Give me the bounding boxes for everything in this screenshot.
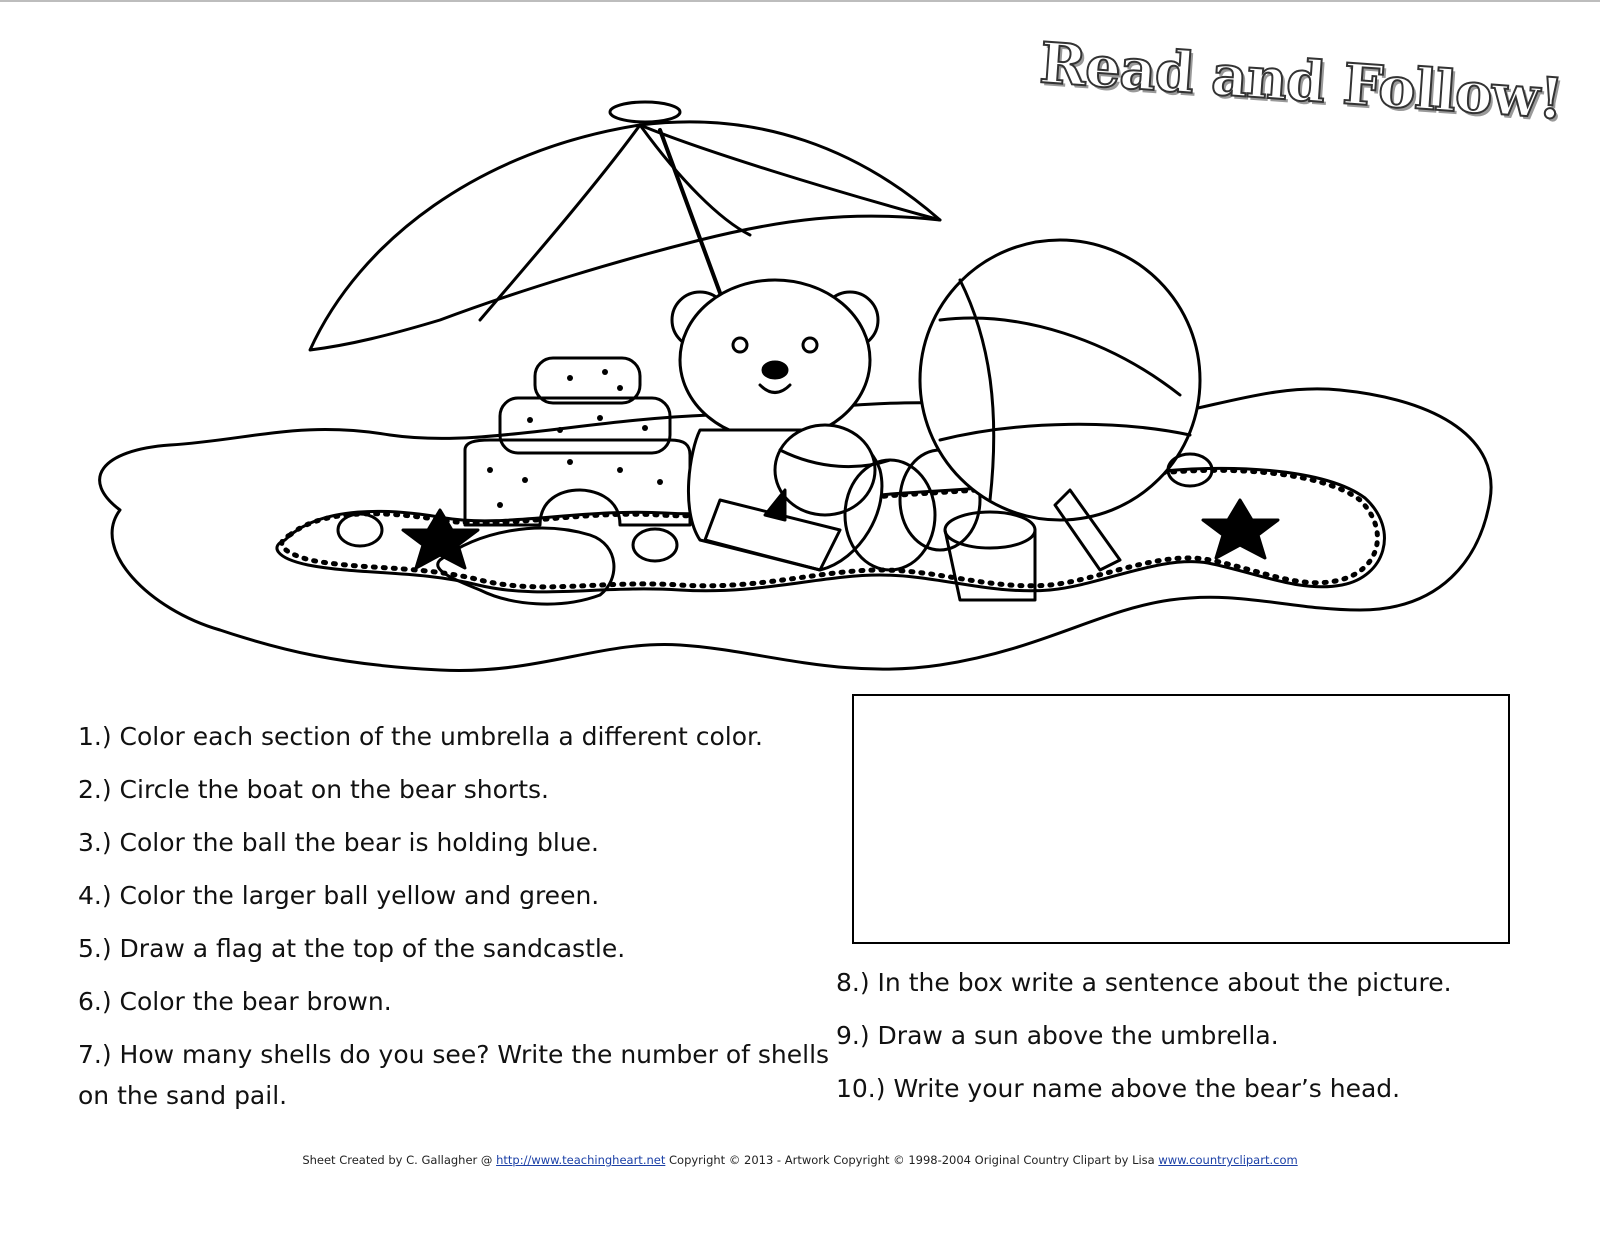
- starfish-right: [1203, 500, 1278, 558]
- footer: [0, 1153, 1600, 1167]
- page-title: Read and Follow!: [1037, 30, 1565, 133]
- instruction-5: 5.) Draw a flag at the top of the sandcastle.: [78, 934, 626, 963]
- instruction-2: 2.) Circle the boat on the bear shorts.: [78, 775, 549, 804]
- sandcastle: [465, 358, 690, 525]
- instruction-6: 6.) Color the bear brown.: [78, 987, 392, 1016]
- footer-credit: Sheet Created by C. Gallagher @: [302, 1153, 497, 1167]
- top-rule: [0, 0, 1600, 2]
- answer-box[interactable]: [852, 694, 1510, 944]
- large-beach-ball: [920, 240, 1200, 520]
- instructions-right: [836, 962, 1556, 1121]
- instruction-9: 9.) Draw a sun above the umbrella.: [836, 1021, 1279, 1050]
- instruction-3: 3.) Color the ball the bear is holding blue.: [78, 828, 600, 857]
- instruction-10: 10.) Write your name above the bear’s head.: [836, 1074, 1401, 1103]
- footer-copyright: Copyright © 2013 - Artwork Copyright © 1998-2004 Original Country Clipart by Lisa: [665, 1153, 1159, 1167]
- instruction-4: 4.) Color the larger ball yellow and green.: [78, 881, 600, 910]
- instruction-1: 1.) Color each section of the umbrella a different color.: [78, 722, 763, 751]
- instructions-left: [78, 716, 838, 1128]
- instruction-7: 7.) How many shells do you see? Write the number of shells on the sand pail.: [78, 1040, 830, 1110]
- beach-bear-illustration: [60, 90, 1540, 690]
- countryclipart-link[interactable]: www.countryclipart.com: [1158, 1153, 1298, 1167]
- instruction-8: 8.) In the box write a sentence about the picture.: [836, 968, 1452, 997]
- teachingheart-link[interactable]: http://www.teachingheart.net: [496, 1153, 666, 1167]
